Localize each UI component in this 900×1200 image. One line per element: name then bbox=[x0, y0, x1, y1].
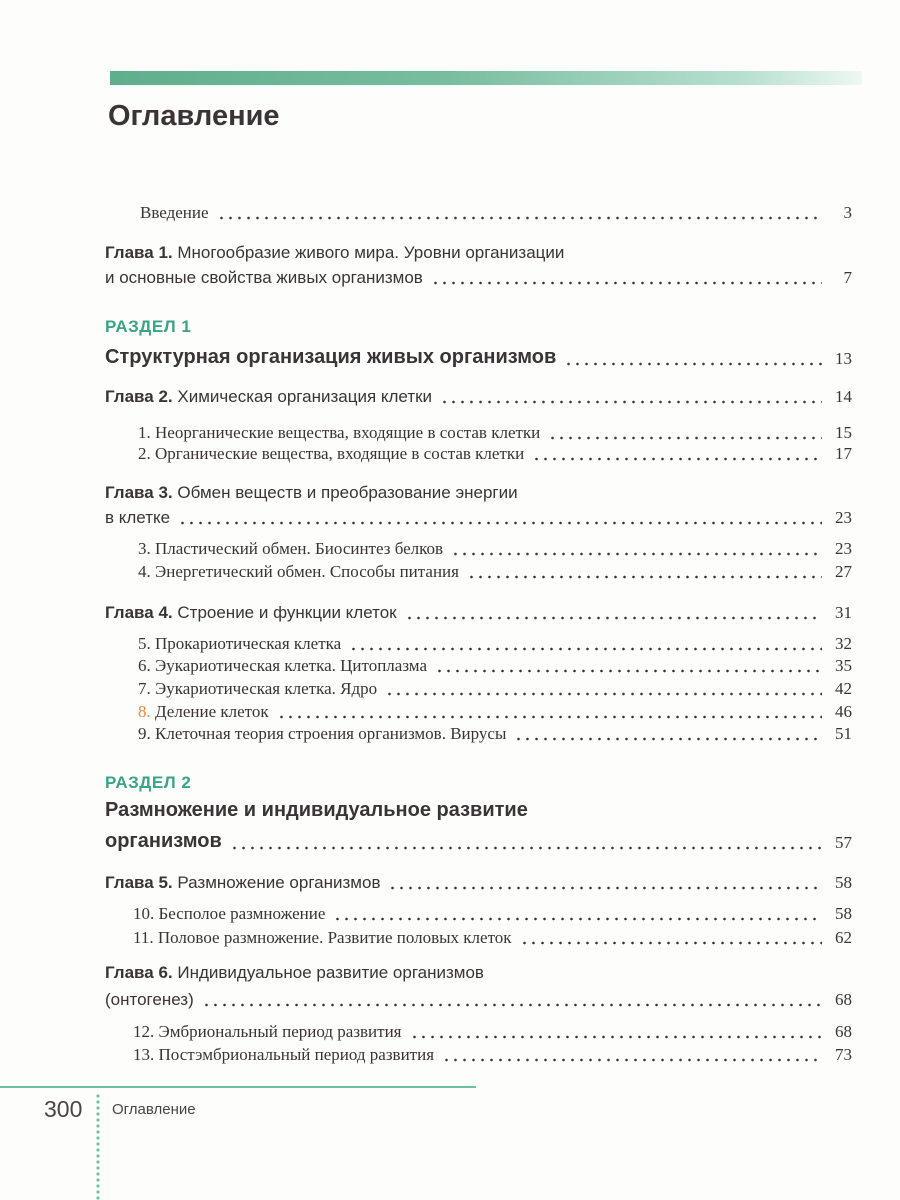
entry-label: 9. Клеточная теория строения организмов. Вирусы bbox=[138, 724, 507, 743]
dot-leader bbox=[435, 654, 822, 676]
page-number: 35 bbox=[835, 656, 852, 675]
chapter-label: Глава 1. bbox=[105, 243, 173, 262]
chapter-2[interactable] bbox=[105, 385, 852, 407]
dot-leader bbox=[388, 871, 822, 893]
entry-label: Деление клеток bbox=[155, 702, 269, 721]
entry-label: 1. Неорганические вещества, входящие в состав клетки bbox=[138, 423, 541, 442]
paragraph-6[interactable] bbox=[138, 654, 852, 676]
dot-leader bbox=[440, 385, 822, 407]
chapter-label: Глава 3. bbox=[105, 483, 173, 502]
entry-label: 2. Органические вещества, входящие в состав клетки bbox=[138, 444, 525, 463]
dot-leader bbox=[520, 926, 822, 948]
footer-page-number: 300 bbox=[44, 1096, 83, 1122]
dot-leader bbox=[178, 506, 822, 528]
paragraph-4[interactable] bbox=[138, 560, 852, 582]
entry-label: 5. Прокариотическая клетка bbox=[138, 634, 342, 653]
footer-rule bbox=[0, 1086, 476, 1088]
entry-label: 13. Постэмбриональный период развития bbox=[133, 1045, 435, 1064]
dot-leader bbox=[514, 722, 822, 744]
paragraph-12[interactable] bbox=[133, 1020, 852, 1042]
page-number: 3 bbox=[843, 203, 852, 222]
page-number: 73 bbox=[835, 1045, 852, 1064]
page-number: 23 bbox=[835, 539, 852, 558]
entry-label: 11. Половое размножение. Развитие половых клеток bbox=[133, 928, 512, 947]
header-bar bbox=[110, 71, 862, 85]
toc-entry-intro[interactable] bbox=[140, 201, 852, 223]
page-number: 27 bbox=[835, 562, 852, 581]
section-title: Структурная организация живых организмов bbox=[105, 346, 557, 368]
chapter-title: и основные свойства живых организмов bbox=[105, 268, 423, 287]
section-2-title-line2[interactable] bbox=[105, 827, 852, 853]
footer-dotted-divider bbox=[96, 1093, 100, 1200]
page-number: 68 bbox=[835, 1022, 852, 1041]
chapter-6-line1[interactable] bbox=[105, 963, 484, 983]
dot-leader bbox=[467, 560, 822, 582]
section-title: организмов bbox=[105, 830, 222, 852]
paragraph-3[interactable] bbox=[138, 537, 852, 559]
page-number: 51 bbox=[835, 724, 852, 743]
chapter-title: (онтогенез) bbox=[105, 990, 194, 1009]
chapter-label: Глава 6. bbox=[105, 963, 173, 982]
entry-label: 12. Эмбриональный период развития bbox=[133, 1022, 402, 1041]
chapter-3-line2[interactable] bbox=[105, 506, 852, 528]
entry-label: 6. Эукариотическая клетка. Цитоплазма bbox=[138, 656, 427, 675]
dot-leader bbox=[217, 201, 822, 223]
dot-leader bbox=[349, 632, 822, 654]
entry-label: 10. Бесполое размножение bbox=[133, 904, 326, 923]
paragraph-7[interactable] bbox=[138, 677, 852, 699]
paragraph-13[interactable] bbox=[133, 1043, 852, 1065]
page-number: 57 bbox=[835, 833, 852, 852]
dot-leader bbox=[385, 677, 822, 699]
entry-label: 7. Эукариотическая клетка. Ядро bbox=[138, 679, 378, 698]
chapter-title: Химическая организация клетки bbox=[177, 387, 433, 406]
section-1-title[interactable] bbox=[105, 343, 852, 369]
section-1-label: РАЗДЕЛ 1 bbox=[105, 317, 192, 336]
section-2-title-line1[interactable]: Размножение и индивидуальное развитие bbox=[105, 799, 528, 821]
paragraph-5[interactable] bbox=[138, 632, 852, 654]
chapter-title: Строение и функции клеток bbox=[177, 603, 397, 622]
page-number: 58 bbox=[835, 904, 852, 923]
dot-leader bbox=[202, 988, 822, 1010]
dot-leader bbox=[548, 421, 822, 443]
page-number: 14 bbox=[835, 387, 852, 406]
page-number: 7 bbox=[843, 268, 852, 287]
page-number: 46 bbox=[835, 702, 852, 721]
entry-label: Введение bbox=[140, 203, 209, 222]
dot-leader bbox=[564, 347, 822, 369]
chapter-title: в клетке bbox=[105, 508, 171, 527]
chapter-title: Индивидуальное развитие организмов bbox=[177, 963, 484, 982]
chapter-3-line1[interactable] bbox=[105, 483, 518, 503]
page-number: 15 bbox=[835, 423, 852, 442]
page-number: 58 bbox=[835, 873, 852, 892]
chapter-title: Размножение организмов bbox=[177, 873, 381, 892]
chapter-title: Многообразие живого мира. Уровни организации bbox=[177, 243, 565, 262]
chapter-1-line2[interactable] bbox=[105, 266, 852, 288]
page-number: 31 bbox=[835, 603, 852, 622]
dot-leader bbox=[451, 537, 822, 559]
entry-label: 4. Энергетический обмен. Способы питания bbox=[138, 562, 459, 581]
dot-leader bbox=[405, 601, 822, 623]
chapter-title: Обмен веществ и преобразование энергии bbox=[177, 483, 518, 502]
chapter-1-line1[interactable] bbox=[105, 243, 564, 263]
entry-label: 3. Пластический обмен. Биосинтез белков bbox=[138, 539, 444, 558]
page-number: 42 bbox=[835, 679, 852, 698]
paragraph-1[interactable] bbox=[138, 421, 852, 443]
chapter-label: Глава 5. bbox=[105, 873, 173, 892]
page-number: 17 bbox=[835, 444, 852, 463]
page-number: 62 bbox=[835, 928, 852, 947]
dot-leader bbox=[277, 700, 822, 722]
paragraph-8[interactable] bbox=[138, 700, 852, 722]
footer-title: Оглавление bbox=[112, 1101, 196, 1118]
dot-leader bbox=[442, 1043, 822, 1065]
dot-leader bbox=[431, 266, 822, 288]
section-2-label: РАЗДЕЛ 2 bbox=[105, 773, 192, 792]
page-number: 23 bbox=[835, 508, 852, 527]
chapter-label: Глава 2. bbox=[105, 387, 173, 406]
chapter-6-line2[interactable] bbox=[105, 988, 852, 1010]
paragraph-9[interactable] bbox=[138, 722, 852, 744]
paragraph-10[interactable] bbox=[133, 902, 852, 924]
dot-leader bbox=[410, 1020, 822, 1042]
paragraph-11[interactable] bbox=[133, 926, 852, 948]
dot-leader bbox=[230, 831, 822, 853]
chapter-label: Глава 4. bbox=[105, 603, 173, 622]
chapter-5[interactable] bbox=[105, 871, 852, 893]
dot-leader bbox=[532, 442, 822, 464]
page-number: 13 bbox=[835, 349, 852, 368]
chapter-4[interactable] bbox=[105, 601, 852, 623]
dot-leader bbox=[333, 902, 822, 924]
page-title: Оглавление bbox=[108, 100, 280, 132]
highlighted-number: 8. bbox=[138, 702, 151, 721]
page-number: 68 bbox=[835, 990, 852, 1009]
paragraph-2[interactable] bbox=[138, 442, 852, 464]
page-number: 32 bbox=[835, 634, 852, 653]
